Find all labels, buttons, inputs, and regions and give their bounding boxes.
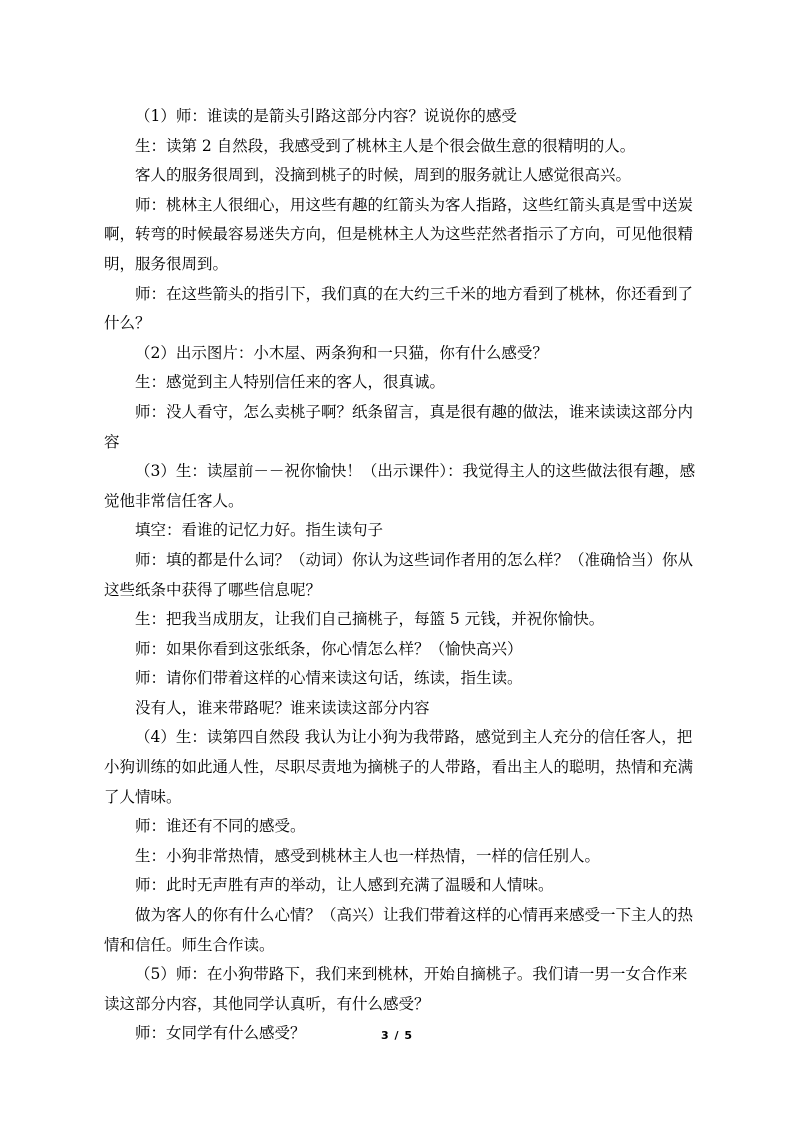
paragraph: （4）生：读第四自然段 我认为让小狗为我带路，感觉到主人充分的信任客人，把小狗训练的如此通人性，尽职尽责地为摘桃子的人带路，看出主人的聪明，热情和充满了人情味。 bbox=[104, 728, 694, 806]
paragraph: （1）师：谁读的是箭头引路这部分内容？说说你的感受 bbox=[135, 107, 517, 125]
paragraph: 师：谁还有不同的感受。 bbox=[135, 817, 306, 836]
document-body bbox=[104, 102, 696, 1049]
paragraph: 做为客人的你有什么心情？（高兴）让我们带着这样的心情再来感受一下主人的热情和信任。师生合作读。 bbox=[104, 906, 694, 954]
page-number: 3 / 5 bbox=[381, 1029, 413, 1042]
paragraph: 师：没人看守，怎么卖桃子啊？纸条留言，真是很有趣的做法，谁来读读这部分内容 bbox=[104, 402, 694, 451]
paragraph: 生：读第 2 自然段，我感受到了桃林主人是个很会做生意的很精明的人。 bbox=[135, 136, 636, 155]
paragraph: 填空：看谁的记忆力好。指生读句子 bbox=[135, 521, 384, 540]
paragraph: 师：填的都是什么词？（动词）你认为这些词作者用的怎么样？（准确恰当）你从这些纸条中获得了哪些信息呢？ bbox=[104, 550, 694, 599]
paragraph: 师：如果你看到这张纸条，你心情怎么样？（愉快高兴） bbox=[135, 639, 523, 658]
paragraph: 师：女同学有什么感受？ bbox=[135, 1024, 306, 1043]
paragraph: （2）出示图片：小木屋、两条狗和一只猫，你有什么感受？ bbox=[135, 343, 548, 362]
paragraph: 师：此时无声胜有声的举动，让人感到充满了温暖和人情味。 bbox=[135, 876, 554, 895]
paragraph: 师：在这些箭头的指引下，我们真的在大约三千米的地方看到了桃林，你还看到了什么？ bbox=[104, 284, 694, 333]
paragraph: 生：小狗非常热情，感受到桃林主人也一样热情，一样的信任别人。 bbox=[135, 846, 601, 865]
paragraph: 生：感觉到主人特别信任来的客人，很真诚。 bbox=[135, 373, 446, 392]
paragraph: 师：桃林主人很细心，用这些有趣的红箭头为客人指路，这些红箭头真是雪中送炭啊，转弯的时候最容易迷失方向，但是桃林主人为这些茫然者指示了方向，可见他很精明，服务很周到。 bbox=[104, 195, 694, 273]
paragraph: （5）师：在小狗带路下，我们来到桃林，开始自摘桃子。我们请一男一女合作来读这部分内容，其他同学认真听，有什么感受？ bbox=[104, 965, 688, 1013]
paragraph: 生：把我当成朋友，让我们自己摘桃子，每篮 5 元钱，并祝你愉快。 bbox=[135, 610, 605, 629]
paragraph: 客人的服务很周到，没摘到桃子的时候，周到的服务就让人感觉很高兴。 bbox=[135, 166, 632, 185]
paragraph: 师：请你们带着这样的心情来读这句话，练读，指生读。 bbox=[135, 669, 523, 688]
paragraph: （3）生：读屋前－－祝你愉快！（出示课件）：我觉得主人的这些做法很有趣，感觉他非常信任客人。 bbox=[104, 462, 696, 510]
paragraph: 没有人，谁来带路呢？谁来读读这部分内容 bbox=[135, 698, 430, 717]
